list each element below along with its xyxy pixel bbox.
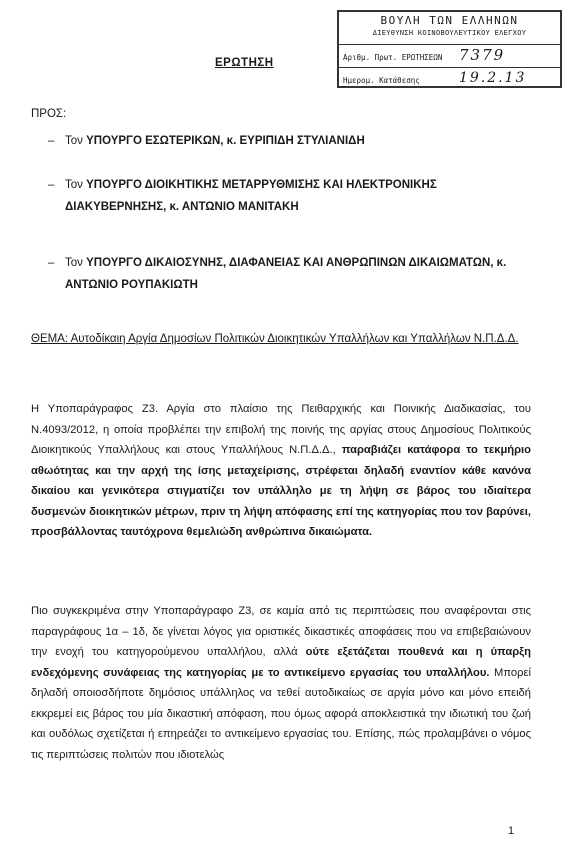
recipient-prefix: Τον [65, 257, 87, 269]
paragraph-1-bold: παραβιάζει κατάφορα το τεκμήριο αθωότητας και την αρχή της ίσης μεταχείρισης, στρέφεται δηλαδή εναντίον κάθε κανόνα δικαίου και γενικότερα στιγματίζει τον υπάλληλο με τη λήψη σε βάρος του ιδιαίτερα δυσμενών διοικητικών μέτρων, πριν τη λήψη απόφασης επί της κατηγορίας που τον βαρύνει, προσβάλλοντας ταυτόχρονα θεμελιώδη ανθρώπινα δικαιώματα. [31, 444, 531, 538]
stamp-title: ΒΟΥΛΗ ΤΩΝ ΕΛΛΗΝΩΝ [380, 14, 519, 27]
recipient-1 [48, 130, 518, 152]
page-number: 1 [508, 825, 515, 837]
dash-bullet: – [48, 257, 55, 269]
paragraph-2-text-a: Πιο συγκεκριμένα στην Υποπαράγραφο Ζ3, σε καμία από τις περιπτώσεις που αναφέρονται στις παραγράφους 1α – 1δ, δε γίνεται λόγος για οριστικές δικαστικές αποφάσεις που να επιβεβαιώνουν την ενοχή του κατηγορούμενου υπαλλήλου, αλλά [31, 605, 531, 658]
stamp-date-row [339, 67, 560, 90]
to-label: ΠΡΟΣ: [31, 108, 67, 120]
recipient-name: ΥΠΟΥΡΓΟ ΔΙΚΑΙΟΣΥΝΗΣ, ΔΙΑΦΑΝΕΙΑΣ ΚΑΙ ΑΝΘΡΩΠΙΝΩΝ ΔΙΚΑΙΩΜΑΤΩΝ, κ. ΑΝΤΩΝΙΟ ΡΟΥΠΑΚΙΩΤΗ [65, 257, 507, 291]
stamp-subtitle: ΔΙΕΥΘΥΝΣΗ ΚΟΙΝΟΒΟΥΛΕΥΤΙΚΟΥ ΕΛΕΓΧΟΥ [372, 29, 527, 37]
dash-bullet: – [48, 179, 55, 191]
stamp-protocol-number: 7379 [459, 46, 506, 64]
stamp-protocol-label: Αριθμ. Πρωτ. ΕΡΩΤΗΣΕΩΝ [343, 53, 443, 62]
recipient-name: ΥΠΟΥΡΓΟ ΕΣΩΤΕΡΙΚΩΝ, κ. ΕΥΡΙΠΙΔΗ ΣΤΥΛΙΑΝΙΔΗ [86, 135, 365, 147]
paragraph-2 [31, 601, 531, 765]
protocol-stamp [337, 10, 562, 88]
stamp-date-value: 19.2.13 [459, 70, 527, 86]
dash-bullet: – [48, 135, 55, 147]
recipient-name: ΥΠΟΥΡΓΟ ΔΙΟΙΚΗΤΙΚΗΣ ΜΕΤΑΡΡΥΘΜΙΣΗΣ ΚΑΙ ΗΛΕΚΤΡΟΝΙΚΗΣ ΔΙΑΚΥΒΕΡΝΗΣΗΣ, κ. ΑΝΤΩΝΙΟ ΜΑΝΙΤΑΚΗ [65, 179, 437, 213]
stamp-protocol-row [339, 45, 560, 67]
recipient-2 [48, 174, 518, 218]
subject-line: ΘΕΜΑ: Αυτοδίκαιη Αργία Δημοσίων Πολιτικών Διοικητικών Υπαλλήλων και Υπαλλήλων Ν.Π.Δ.Δ. [31, 333, 519, 345]
paragraph-1 [31, 399, 531, 543]
recipient-prefix: Τον [65, 135, 87, 147]
document-title: ΕΡΩΤΗΣΗ [215, 57, 274, 69]
paragraph-2-text-b: Μπορεί δηλαδή οποιοσδήποτε δημόσιος υπάλληλος να τεθεί αυτοδικαίως σε αργία μόνο και μόνο επειδή εκκρεμεί εις βάρος του μία δικαστική απόφαση, που όμως αφορά αποκλειστικά την ιδιωτική του ζωή και ουδόλως σχετίζεται ή επηρεάζει το αντικείμενο εργασίας του. Επίσης, πώς προλαμβάνει ο νόμος τις περιπτώσεις πολιτών που ιδιοτελώς [31, 666, 531, 761]
recipient-3 [48, 252, 518, 296]
recipient-prefix: Τον [65, 179, 87, 191]
paragraph-1-text: Η Υποπαράγραφος Ζ3. Αργία στο πλαίσιο της Πειθαρχικής και Ποινικής Διαδικασίας, του Ν.4093/2012, η οποία προβλέπει την επιβολή της ποινής της αργίας στους Δημοσίους Πολιτικούς Διοικητικούς Υπαλλήλους και στους Υπαλλήλους Ν.Π.Δ.Δ., [31, 403, 531, 456]
stamp-header [339, 14, 560, 45]
stamp-date-label: Ημερομ. Κατάθεσης [343, 76, 420, 85]
paragraph-2-bold: ούτε εξετάζεται πουθενά και η ύπαρξη ενδεχόμενης συνάφειας της κατηγορίας με το αντικείμενο εργασίας του υπαλλήλου. [31, 646, 531, 679]
